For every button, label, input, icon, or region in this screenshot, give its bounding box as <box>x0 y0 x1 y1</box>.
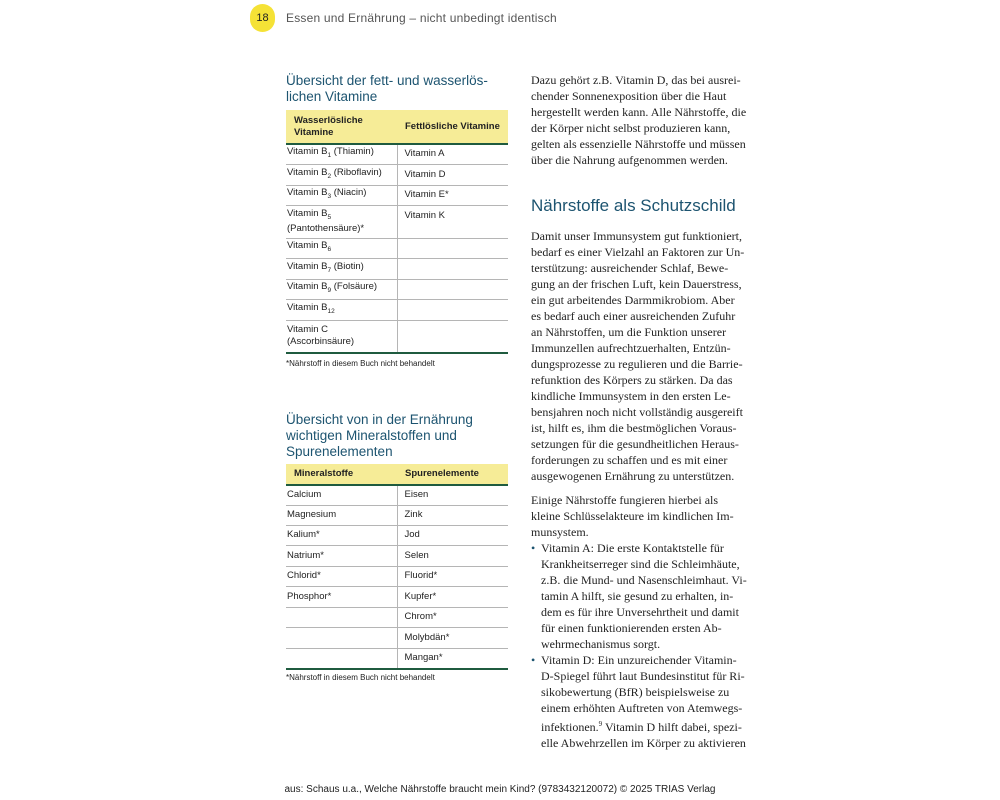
table-cell <box>286 648 397 669</box>
table-cell: Vitamin D <box>397 164 508 185</box>
table-cell: Vitamin A <box>397 144 508 164</box>
table-cell <box>397 299 508 320</box>
table-cell: Magnesium <box>286 505 397 525</box>
table-row <box>286 586 508 607</box>
table-cell: Selen <box>397 545 508 566</box>
vitamin-table-footnote: *Nährstoff in diesem Buch nicht behandelt <box>286 359 435 368</box>
source-citation: aus: Schaus u.a., Welche Nährstoffe braucht mein Kind? (9783432120072) © 2025 TRIAS Verlag <box>284 784 716 795</box>
table-row <box>286 485 508 505</box>
table-cell: Natrium* <box>286 545 397 566</box>
table-row <box>286 185 508 205</box>
mineral-table <box>286 464 508 670</box>
bullet-icon: • <box>531 541 536 555</box>
table-cell <box>397 238 508 258</box>
table-cell <box>397 320 508 353</box>
table-cell: Kupfer* <box>397 586 508 607</box>
table-row <box>286 164 508 185</box>
bullet-icon: • <box>531 653 536 667</box>
running-title: Essen und Ernährung – nicht unbedingt identisch <box>286 11 557 25</box>
table-row <box>286 144 508 164</box>
vitamin-table-title <box>286 73 508 105</box>
mineral-table-title-line-1: Übersicht von in der Ernährung <box>286 412 473 427</box>
table-row <box>286 545 508 566</box>
vitamin-table-title-line-1: Übersicht der fett- und wasserlös- <box>286 73 488 88</box>
mineral-table-title-line-2: wichtigen Mineralstoffen und <box>286 428 457 443</box>
header-water-line-2: Vitamine <box>294 126 334 138</box>
table-row <box>286 566 508 586</box>
table-cell: Zink <box>397 505 508 525</box>
table-cell: Vitamin $B_1$ (Thiamin) <box>286 144 397 164</box>
table-row <box>286 258 508 279</box>
table-row <box>286 648 508 669</box>
table-cell: Jod <box>397 525 508 545</box>
table-cell <box>286 627 397 648</box>
table-cell <box>286 607 397 627</box>
list-item: • Vitamin A: Die erste Kontaktstelle für Krankheitserreger sind die Schleimhäute, z.B. die Mund- und Nasenschleimhaut. Vi- tamin A hilft, sie gesund zu erhalten, in- dem es für ihre Unversehrtheit und damit für einen funktionierenden ersten Ab- wehrmechanismus sorgt. <box>531 541 747 651</box>
table-cell: Chrom* <box>397 607 508 627</box>
mineral-table-header-row <box>286 464 508 485</box>
table-cell: Vitamin $B_5$ (Pantothensäure)* <box>286 205 397 238</box>
table-row <box>286 627 508 648</box>
table-cell <box>397 279 508 299</box>
page-number-badge <box>250 4 275 32</box>
table-row <box>286 299 508 320</box>
table-row <box>286 505 508 525</box>
table-cell: Vitamin $B_9$ (Folsäure) <box>286 279 397 299</box>
table-row <box>286 525 508 545</box>
mineral-table-header-trace: Spurenelemente <box>397 464 508 485</box>
table-cell: Mangan* <box>397 648 508 669</box>
mineral-table-title <box>286 412 508 460</box>
table-cell: Vitamin C (Ascorbinsäure) <box>286 320 397 353</box>
mineral-table-title-line-3: Spurenelementen <box>286 444 393 459</box>
mineral-table-header-minerals: Mineralstoffe <box>286 464 397 485</box>
key-nutrients-paragraph: Einige Nährstoffe fungieren hierbei als kleine Schlüsselakteure im kindlichen Im- munsystem. <box>531 493 734 539</box>
table-row <box>286 607 508 627</box>
table-cell <box>397 258 508 279</box>
intro-paragraph: Dazu gehört z.B. Vitamin D, das bei ausrei- chender Sonnenexposition über die Haut hergestellt werden kann. Alle Nährstoffe, die der Körper nicht selbst produzieren kann, gelten als essenzielle Nährstoffe und müssen über die Nahrung aufgenommen werden. <box>531 73 747 167</box>
table-row <box>286 238 508 258</box>
footnote-reference: 9 <box>598 720 603 728</box>
table-cell: Vitamin $B_{12}$ <box>286 299 397 320</box>
table-cell: Vitamin $B_2$ (Riboflavin) <box>286 164 397 185</box>
table-row <box>286 279 508 299</box>
vitamin-table-header-fat: Fettlösliche Vitamine <box>397 110 508 144</box>
table-cell: Chlorid* <box>286 566 397 586</box>
table-cell: Vitamin $B_7$ (Biotin) <box>286 258 397 279</box>
mineral-table-footnote: *Nährstoff in diesem Buch nicht behandelt <box>286 673 435 682</box>
table-cell: Calcium <box>286 485 397 505</box>
table-row <box>286 205 508 238</box>
page-number: 18 <box>256 12 269 24</box>
table-cell: Vitamin K <box>397 205 508 238</box>
table-cell: Molybdän* <box>397 627 508 648</box>
table-cell: Fluorid* <box>397 566 508 586</box>
vitamin-table <box>286 110 508 354</box>
table-row <box>286 320 508 353</box>
section-title: Nährstoffe als Schutzschild <box>531 196 736 215</box>
table-cell: Vitamin $B_3$ (Niacin) <box>286 185 397 205</box>
table-cell: Kalium* <box>286 525 397 545</box>
table-cell: Vitamin E* <box>397 185 508 205</box>
list-item: • Vitamin D: Ein unzureichender Vitamin- D-Spiegel führt laut Bundesinstitut für Ri- sikobewertung (BfR) beispielsweise zu einem erhöhten Auftreten von Atemwegs- infektionen.$^9$ Vitamin D hilft dabei, spezi- elle Abwehrzellen im Körper zu aktivieren <box>531 653 746 750</box>
table-cell: Eisen <box>397 485 508 505</box>
vitamin-table-title-line-2: lichen Vitamine <box>286 89 378 104</box>
nutrient-bullet-list <box>531 540 753 751</box>
header-water-line-1: Wasserlösliche <box>294 114 363 126</box>
table-cell: Phosphor* <box>286 586 397 607</box>
immune-paragraph: Damit unser Immunsystem gut funktioniert, bedarf es einer Vielzahl an Faktoren zur Un- terstützung: ausreichender Schlaf, Bewe- gung an der frischen Luft, kein Dauerstress, ein gut arbeitendes Darmmikrobiom. Aber es bedarf auch einer ausreichenden Zufuhr an Nährstoffen, um die Funktion unserer Immunzellen aufrechtzuerhalten, Entzün- dungsprozesse zu regulieren und die Barrie- refunktion des Körpers zu stärken. Da das kindliche Immunsystem in den ersten Le- bensjahren noch nicht vollständig ausgereift ist, hilft es, ihm die bestmöglichen Voraus- setzungen für die gesundheitlichen Heraus- forderungen zu schaffen und es mit einer ausgewogenen Ernährung zu unterstützen. <box>531 229 745 483</box>
vitamin-table-header-row <box>286 110 508 144</box>
vitamin-table-header-water <box>286 110 397 144</box>
table-cell: Vitamin $B_6$ <box>286 238 397 258</box>
